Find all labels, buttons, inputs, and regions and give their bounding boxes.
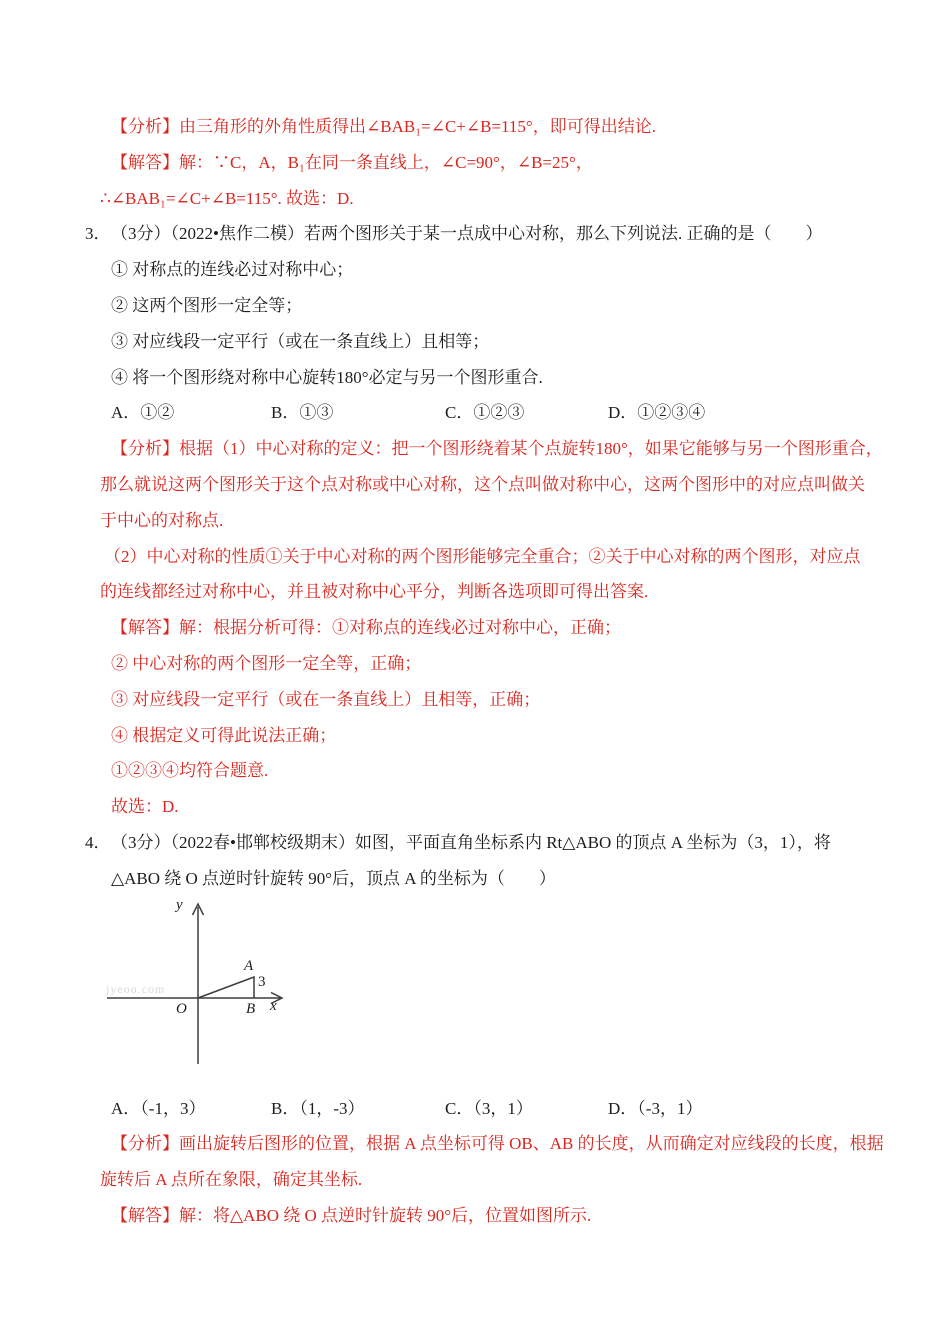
q4-stem-line-1: （3分）（2022春•邯郸校级期末）如图，平面直角坐标系内 Rt△ABO 的顶点 A 坐标为（3，1），将 <box>111 832 831 852</box>
q2-analysis-line: 【分析】由三角形的外角性质得出∠BAB₁=∠C+∠B=115°，即可得出结论. <box>111 117 656 136</box>
q3-statement-3: ③ 对应线段一定平行（或在一条直线上）且相等； <box>111 331 490 351</box>
q4-option-b: B．（1，-3） <box>271 1098 365 1118</box>
q4-option-d: D．（-3，1） <box>608 1098 703 1118</box>
q3-analysis-line-2: 那么就说这两个图形关于这个点对称或中心对称，这个点叫做对称中心，这两个图形中的对应点叫做关 <box>100 474 865 494</box>
q3-statement-2: ② 这两个图形一定全等； <box>111 295 303 315</box>
q3-answer-line-5: ①②③④均符合题意. <box>111 761 269 781</box>
q2-answer-line-1: 【解答】解：∵C，A，B₁在同一条直线上，∠C=90°，∠B=25°， <box>111 152 593 172</box>
q4-stem-line-2: △ABO 绕 O 点逆时针旋转 90°后，顶点 A 的坐标为（ ） <box>111 868 556 888</box>
q4-stem-row <box>85 825 890 861</box>
point-b-label: B <box>246 1000 256 1017</box>
q3-statement-4: ④ 将一个图形绕对称中心旋转180°必定与另一个图形重合. <box>111 367 543 387</box>
q3-stem-row <box>85 216 890 252</box>
y-axis-label: y <box>176 896 183 913</box>
side-length-label: 3 <box>258 973 266 990</box>
q3-option-c: C．①②③ <box>445 403 525 423</box>
q3-answer-line-4: ④ 根据定义可得此说法正确； <box>111 725 337 745</box>
q4-option-c: C．（3，1） <box>445 1098 533 1118</box>
q4-options-row <box>111 1091 890 1127</box>
q3-answer-line-6: 故选：D. <box>111 797 179 817</box>
q2-answer-line-2: ∴∠BAB₁=∠C+∠B=115°. 故选：D. <box>100 188 354 208</box>
q4-analysis-line-1: 【分析】画出旋转后图形的位置，根据 A 点坐标可得 OB、AB 的长度，从而确定对应线段的长度，根据 <box>111 1134 884 1154</box>
q3-stem: （3分）（2022•焦作二模）若两个图形关于某一点成中心对称，那么下列说法. 正确的是（ ） <box>111 224 823 244</box>
x-axis-label: x <box>270 997 277 1014</box>
q4-answer-line-1: 【解答】解：将△ABO 绕 O 点逆时针旋转 90°后，位置如图所示. <box>111 1205 592 1225</box>
q3-options-row <box>111 395 890 431</box>
q3-answer-line-2: ② 中心对称的两个图形一定全等，正确； <box>111 653 422 673</box>
q4-analysis-line-2: 旋转后 A 点所在象限，确定其坐标. <box>100 1170 363 1190</box>
origin-label: O <box>176 1000 187 1017</box>
q4-option-a: A．（-1，3） <box>111 1098 206 1118</box>
q4-number: 4． <box>85 832 111 852</box>
q3-option-b: B．①③ <box>271 403 334 423</box>
q3-analysis-line-3: 于中心的对称点. <box>100 510 224 530</box>
watermark: jyeoo.com <box>106 981 166 996</box>
q3-analysis-line-4: （2）中心对称的性质①关于中心对称的两个图形能够完全重合；②关于中心对称的两个图形，对应点 <box>104 546 861 566</box>
q3-option-d: D．①②③④ <box>608 403 706 423</box>
q3-option-a: A．①② <box>111 403 175 423</box>
q3-answer-line-3: ③ 对应线段一定平行（或在一条直线上）且相等，正确； <box>111 689 541 709</box>
q3-statement-1: ① 对称点的连线必过对称中心； <box>111 260 354 280</box>
triangle-oab <box>198 977 254 998</box>
q3-number: 3． <box>85 224 111 244</box>
point-a-label: A <box>244 957 254 974</box>
q3-analysis-line-5: 的连线都经过对称中心，并且被对称中心平分，判断各选项即可得出答案. <box>100 582 649 602</box>
q3-analysis-line-1: 【分析】根据（1）中心对称的定义：把一个图形绕着某个点旋转180°，如果它能够与另一个图形重合， <box>111 439 883 459</box>
q3-answer-line-1: 【解答】解：根据分析可得：①对称点的连线必过对称中心，正确； <box>111 618 621 638</box>
q4-coordinate-figure <box>100 896 312 1091</box>
